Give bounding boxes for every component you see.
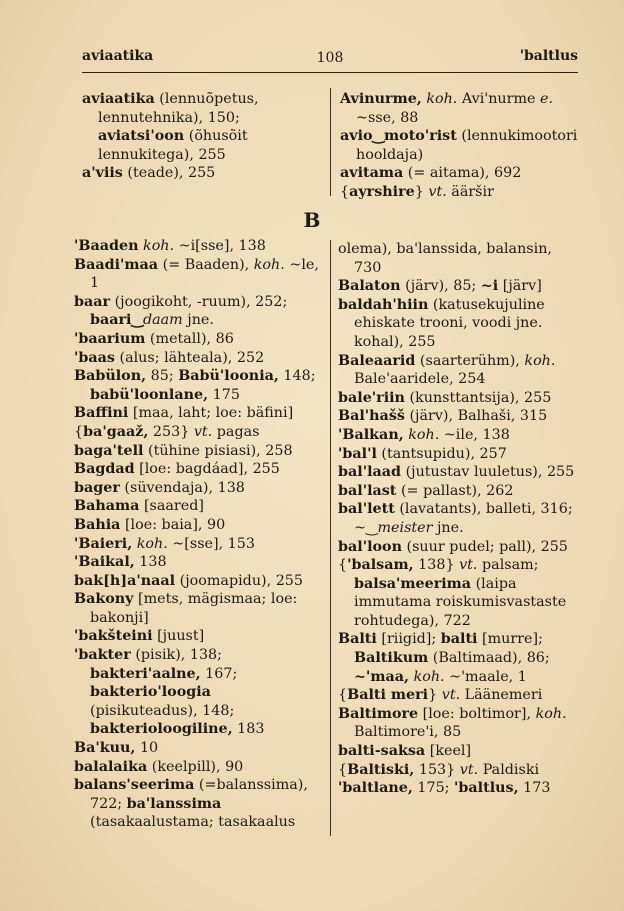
dictionary-entry: Bagdad [loe: bagdáad], 255	[74, 461, 280, 478]
dictionary-entry: a'viis (teade), 255	[82, 165, 216, 182]
dictionary-entry: bal'laad (jutustav luuletus), 255	[338, 464, 575, 481]
bottom-left-column	[74, 237, 320, 832]
dictionary-entry: balalaika (keelpill), 90	[74, 758, 244, 775]
dictionary-entry: Bakony [mets, mägismaa; loe: bakonji]	[74, 591, 298, 626]
dictionary-entry: {ayrshire} vt. ääršir	[340, 183, 494, 200]
header-left-guideword: aviaatika	[82, 48, 154, 64]
dictionary-entry: Bahia [loe: baia], 90	[74, 516, 226, 533]
dictionary-entry: olema), ba'lanssida, balansin, 730	[338, 241, 552, 276]
dictionary-entry: Ba'kuu, 10	[74, 740, 159, 757]
column-divider-top	[330, 88, 331, 196]
dictionary-entry: bager (süvendaja), 138	[74, 479, 245, 496]
dictionary-entry: Avinurme, koh. Avi'nurme e. ~sse, 88	[340, 91, 554, 126]
dictionary-entry: Babülon, 85; Babü'loonia, 148; babü'loonlane, 175	[74, 368, 316, 403]
page-header	[82, 48, 578, 70]
dictionary-entry: Bahama [saared]	[74, 498, 204, 515]
dictionary-entry: 'Baaden koh. ~i[sse], 138	[74, 238, 266, 254]
dictionary-entry: balans'seerima (=balanssima), 722; ba'lanssima (tasakaalustama; tasakaalus	[74, 777, 308, 831]
dictionary-entry: 'bakšteini [juust]	[74, 628, 205, 645]
dictionary-entry: Baltimore [loe: boltimor], koh. Baltimore'i, 85	[338, 705, 567, 741]
dictionary-entry: Bal'hašš (järv), Balhaši, 315	[338, 408, 548, 425]
header-right-guideword: 'baltlus	[519, 48, 578, 64]
dictionary-entry: Baleaarid (saarterühm), koh. Bale'aaridele, 254	[338, 352, 556, 388]
top-left-column	[82, 90, 322, 183]
dictionary-entry: {'balsam, 138} vt. palsam; balsa'meerima (laipa immutama roiskumisvastaste rohtudega), 722	[338, 557, 567, 629]
dictionary-entry: 'baas (alus; lähteala), 252	[74, 349, 265, 366]
dictionary-entry: {Balti meri} vt. Läänemeri	[338, 687, 543, 704]
dictionary-entry: 'baarium (metall), 86	[74, 330, 234, 347]
dictionary-entry: Balaton (järv), 85; ~i [järv]	[338, 278, 542, 295]
top-right-column	[340, 90, 580, 202]
dictionary-entry: 'bakter (pisik), 138; bakteri'aalne, 167; bakterio'loogia (pisikuteadus), 148; bakterioloogiline, 183	[74, 647, 265, 738]
dictionary-entry: baldah'hiin (katusekujuline ehiskate trooni, voodi jne. kohal), 255	[338, 296, 545, 350]
dictionary-entry: {ba'gaaž, 253} vt. pagas	[74, 423, 260, 440]
dictionary-entry: baga'tell (tühine pisiasi), 258	[74, 442, 293, 459]
dictionary-entry: 'baltlane, 175; 'baltlus, 173	[338, 780, 551, 797]
dictionary-entry: 'bal'l (tantsupidu), 257	[338, 445, 507, 462]
dictionary-entry: balti-saksa [keel]	[338, 743, 472, 760]
dictionary-entry: 'Baikal, 138	[74, 554, 167, 571]
dictionary-entry: Baadi'maa (= Baaden), koh. ~le, 1	[74, 256, 319, 292]
column-divider-bottom	[330, 240, 331, 836]
dictionary-entry: Balti [riigid]; balti [murre]; Baltikum (Baltimaad), 86; ~'maa, koh. ~'maale, 1	[338, 631, 550, 685]
bottom-right-column	[338, 240, 578, 798]
dictionary-entry: bak[h]a'naal (joomapidu), 255	[74, 572, 303, 589]
page-number: 108	[316, 50, 344, 66]
dictionary-entry: avitama (= aitama), 692	[340, 165, 522, 182]
dictionary-entry: bal'lett (lavatants), balleti, 316; ~‿meister jne.	[338, 501, 573, 536]
dictionary-entry: baar (joogikoht, -ruum), 252; baari‿daam jne.	[74, 293, 288, 329]
dictionary-entry: bal'loon (suur pudel; pall), 255	[338, 538, 568, 555]
header-rule	[82, 72, 578, 73]
dictionary-entry: avio‿moto'rist (lennukimootori hooldaja)	[340, 128, 578, 163]
dictionary-entry: {Baltiski, 153} vt. Paldiski	[338, 761, 540, 778]
dictionary-entry: 'Baieri, koh. ~[sse], 153	[74, 535, 255, 552]
dictionary-entry: bal'last (= pallast), 262	[338, 482, 514, 499]
dictionary-entry: aviaatika (lennuõpetus, lennutehnika), 150; aviatsi'oon (õhusõit lennukitega), 255	[82, 91, 259, 163]
section-letter: B	[303, 208, 321, 232]
dictionary-entry: Baffini [maa, laht; loe: bäfini]	[74, 405, 294, 422]
dictionary-entry: bale'riin (kunsttantsija), 255	[338, 389, 552, 406]
dictionary-entry: 'Balkan, koh. ~ile, 138	[338, 426, 510, 443]
